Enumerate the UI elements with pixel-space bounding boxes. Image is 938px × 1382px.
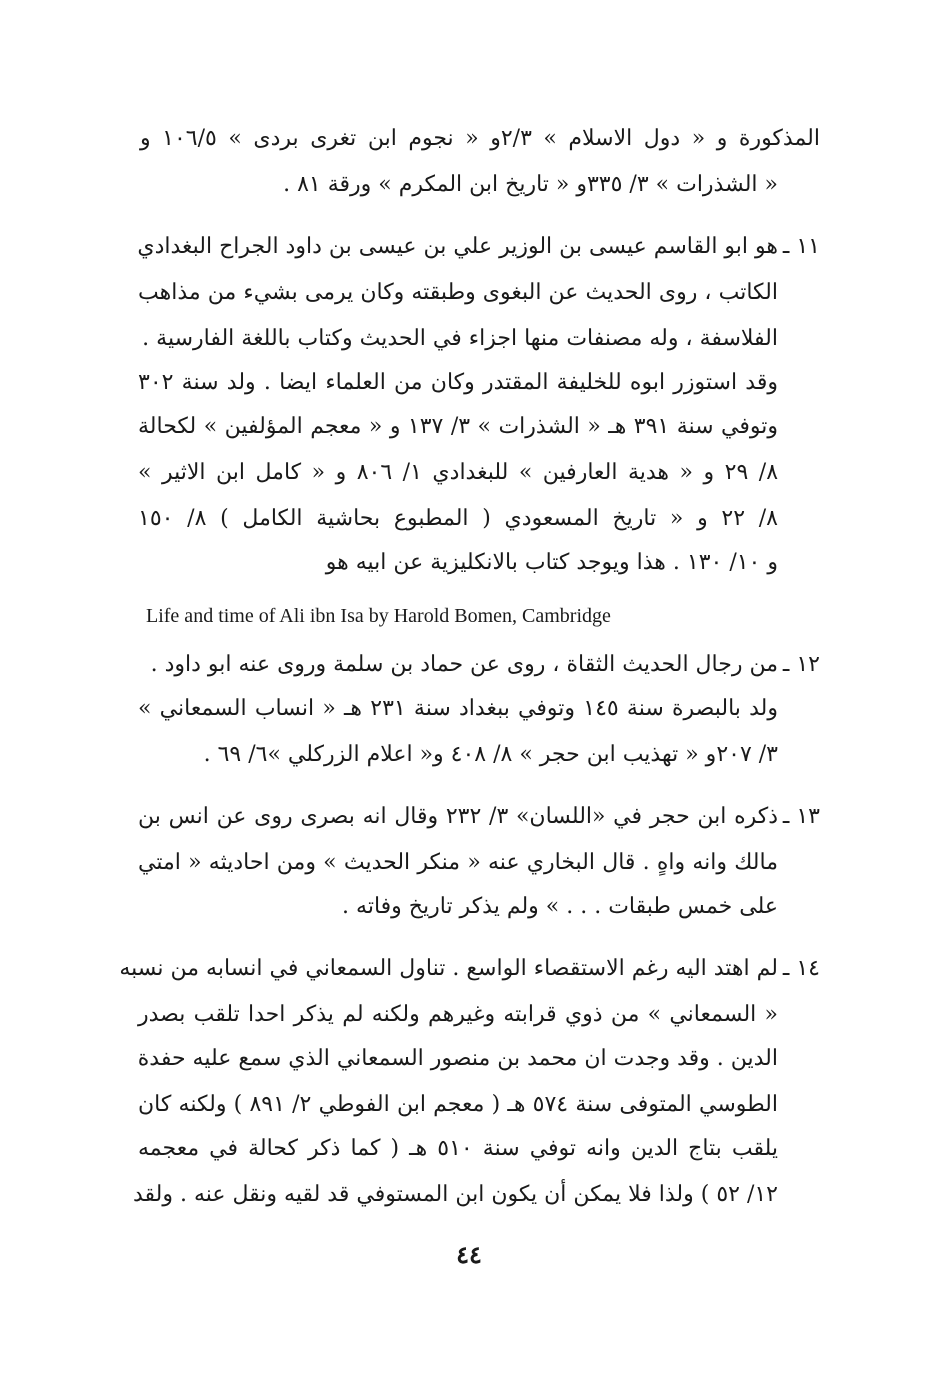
- note-number: ١٣ ـ: [782, 804, 820, 829]
- text-line: الفلاسفة ، وله مصنفات منها اجزاء في الحديث وكتاب باللغة الفارسية .: [142, 326, 778, 351]
- text-line: ٣/ ٢٠٧و « تهذيب ابن حجر » ٨/ ٤٠٨ و« اعلام الزركلي »٦/ ٦٩ .: [203, 742, 778, 767]
- note-number: ١١ ـ: [782, 234, 820, 259]
- text-line: مالك وانه واهٍ . قال البخاري عنه « منكر الحديث » ومن احاديثه « امتي: [138, 850, 778, 875]
- text-line: الكاتب ، روى الحديث عن البغوى وطبقته وكان يرمى بشيء من مذاهب: [138, 280, 778, 305]
- text-line: ٨/ ٢٩ و « هدية العارفين » للبغدادي ١/ ٨٠٦ و « كامل ابن الاثير »: [138, 460, 779, 485]
- text-line: الدين . وقد وجدت ان محمد بن منصور السمعاني الذي سمع عليه حفدة: [137, 1046, 778, 1071]
- note-number: ١٤ ـ: [782, 956, 820, 981]
- text-line: ذكره ابن حجر في «اللسان» ٣/ ٢٣٢ وقال انه بصرى روى عن انس بن: [138, 804, 779, 829]
- text-line: على خمس طبقات . . . » ولم يذكر تاريخ وفاته .: [342, 894, 778, 919]
- text-line: و ١٠/ ١٣٠ . هذا ويوجد كتاب بالانكليزية عن ابيه هو: [325, 550, 778, 575]
- text-line: الطوسي المتوفى سنة ٥٧٤ هـ ( معجم ابن الفوطي ٢/ ٨٩١ ) ولكنه كان: [138, 1092, 778, 1117]
- note-number: ١٢ ـ: [782, 652, 820, 677]
- text-line: ٨/ ٢٢ و « تاريخ المسعودي ( المطبوع بحاشية الكامل ) ٨/ ١٥٠: [138, 506, 778, 531]
- text-line: « الشذرات » ٣/ ٣٣٥و « تاريخ ابن المكرم » ورقة ٨١ .: [283, 172, 778, 197]
- english-citation: Life and time of Ali ibn Isa by Harold Bomen, Cambridge: [146, 605, 611, 627]
- text-line: ١٢/ ٥٢ ) ولذا فلا يمكن أن يكون ابن المستوفي قد لقيه ونقل عنه . ولقد: [132, 1182, 778, 1207]
- text-line: « السمعاني » من ذوي قرابته وغيرهم ولكنه لم يذكر احدا تلقب بصدر: [138, 1002, 778, 1027]
- text-line: يلقب بتاج الدين وانه توفي سنة ٥١٠ هـ ( كما ذكر كحالة في معجمه: [138, 1136, 779, 1161]
- text-line: هو ابو القاسم عيسى بن الوزير علي بن عيسى بن داود الجراح البغدادي: [137, 234, 778, 259]
- text-line: ولد بالبصرة سنة ١٤٥ وتوفي ببغداد سنة ٢٣١ هـ « انساب السمعاني »: [138, 696, 778, 721]
- text-line: من رجال الحديث الثقاة ، روى عن حماد بن سلمة وروى عنه ابو داود .: [150, 652, 778, 677]
- text-line: وقد استوزر ابوه للخليفة المقتدر وكان من العلماء ايضا . ولد سنة ٣٠٢: [138, 370, 778, 395]
- text-line: لم اهتد اليه رغم الاستقصاء الواسع . تناول السمعاني في انسابه من نسبه: [119, 956, 778, 981]
- page-number: ٤٤: [456, 1240, 482, 1269]
- text-line: المذكورة و « دول الاسلام » ٢/٣و « نجوم ابن تغرى بردى » ١٠٦/٥ و: [140, 126, 820, 151]
- text-line: وتوفي سنة ٣٩١ هـ « الشذرات » ٣/ ١٣٧ و « معجم المؤلفين » لكحالة: [138, 414, 778, 439]
